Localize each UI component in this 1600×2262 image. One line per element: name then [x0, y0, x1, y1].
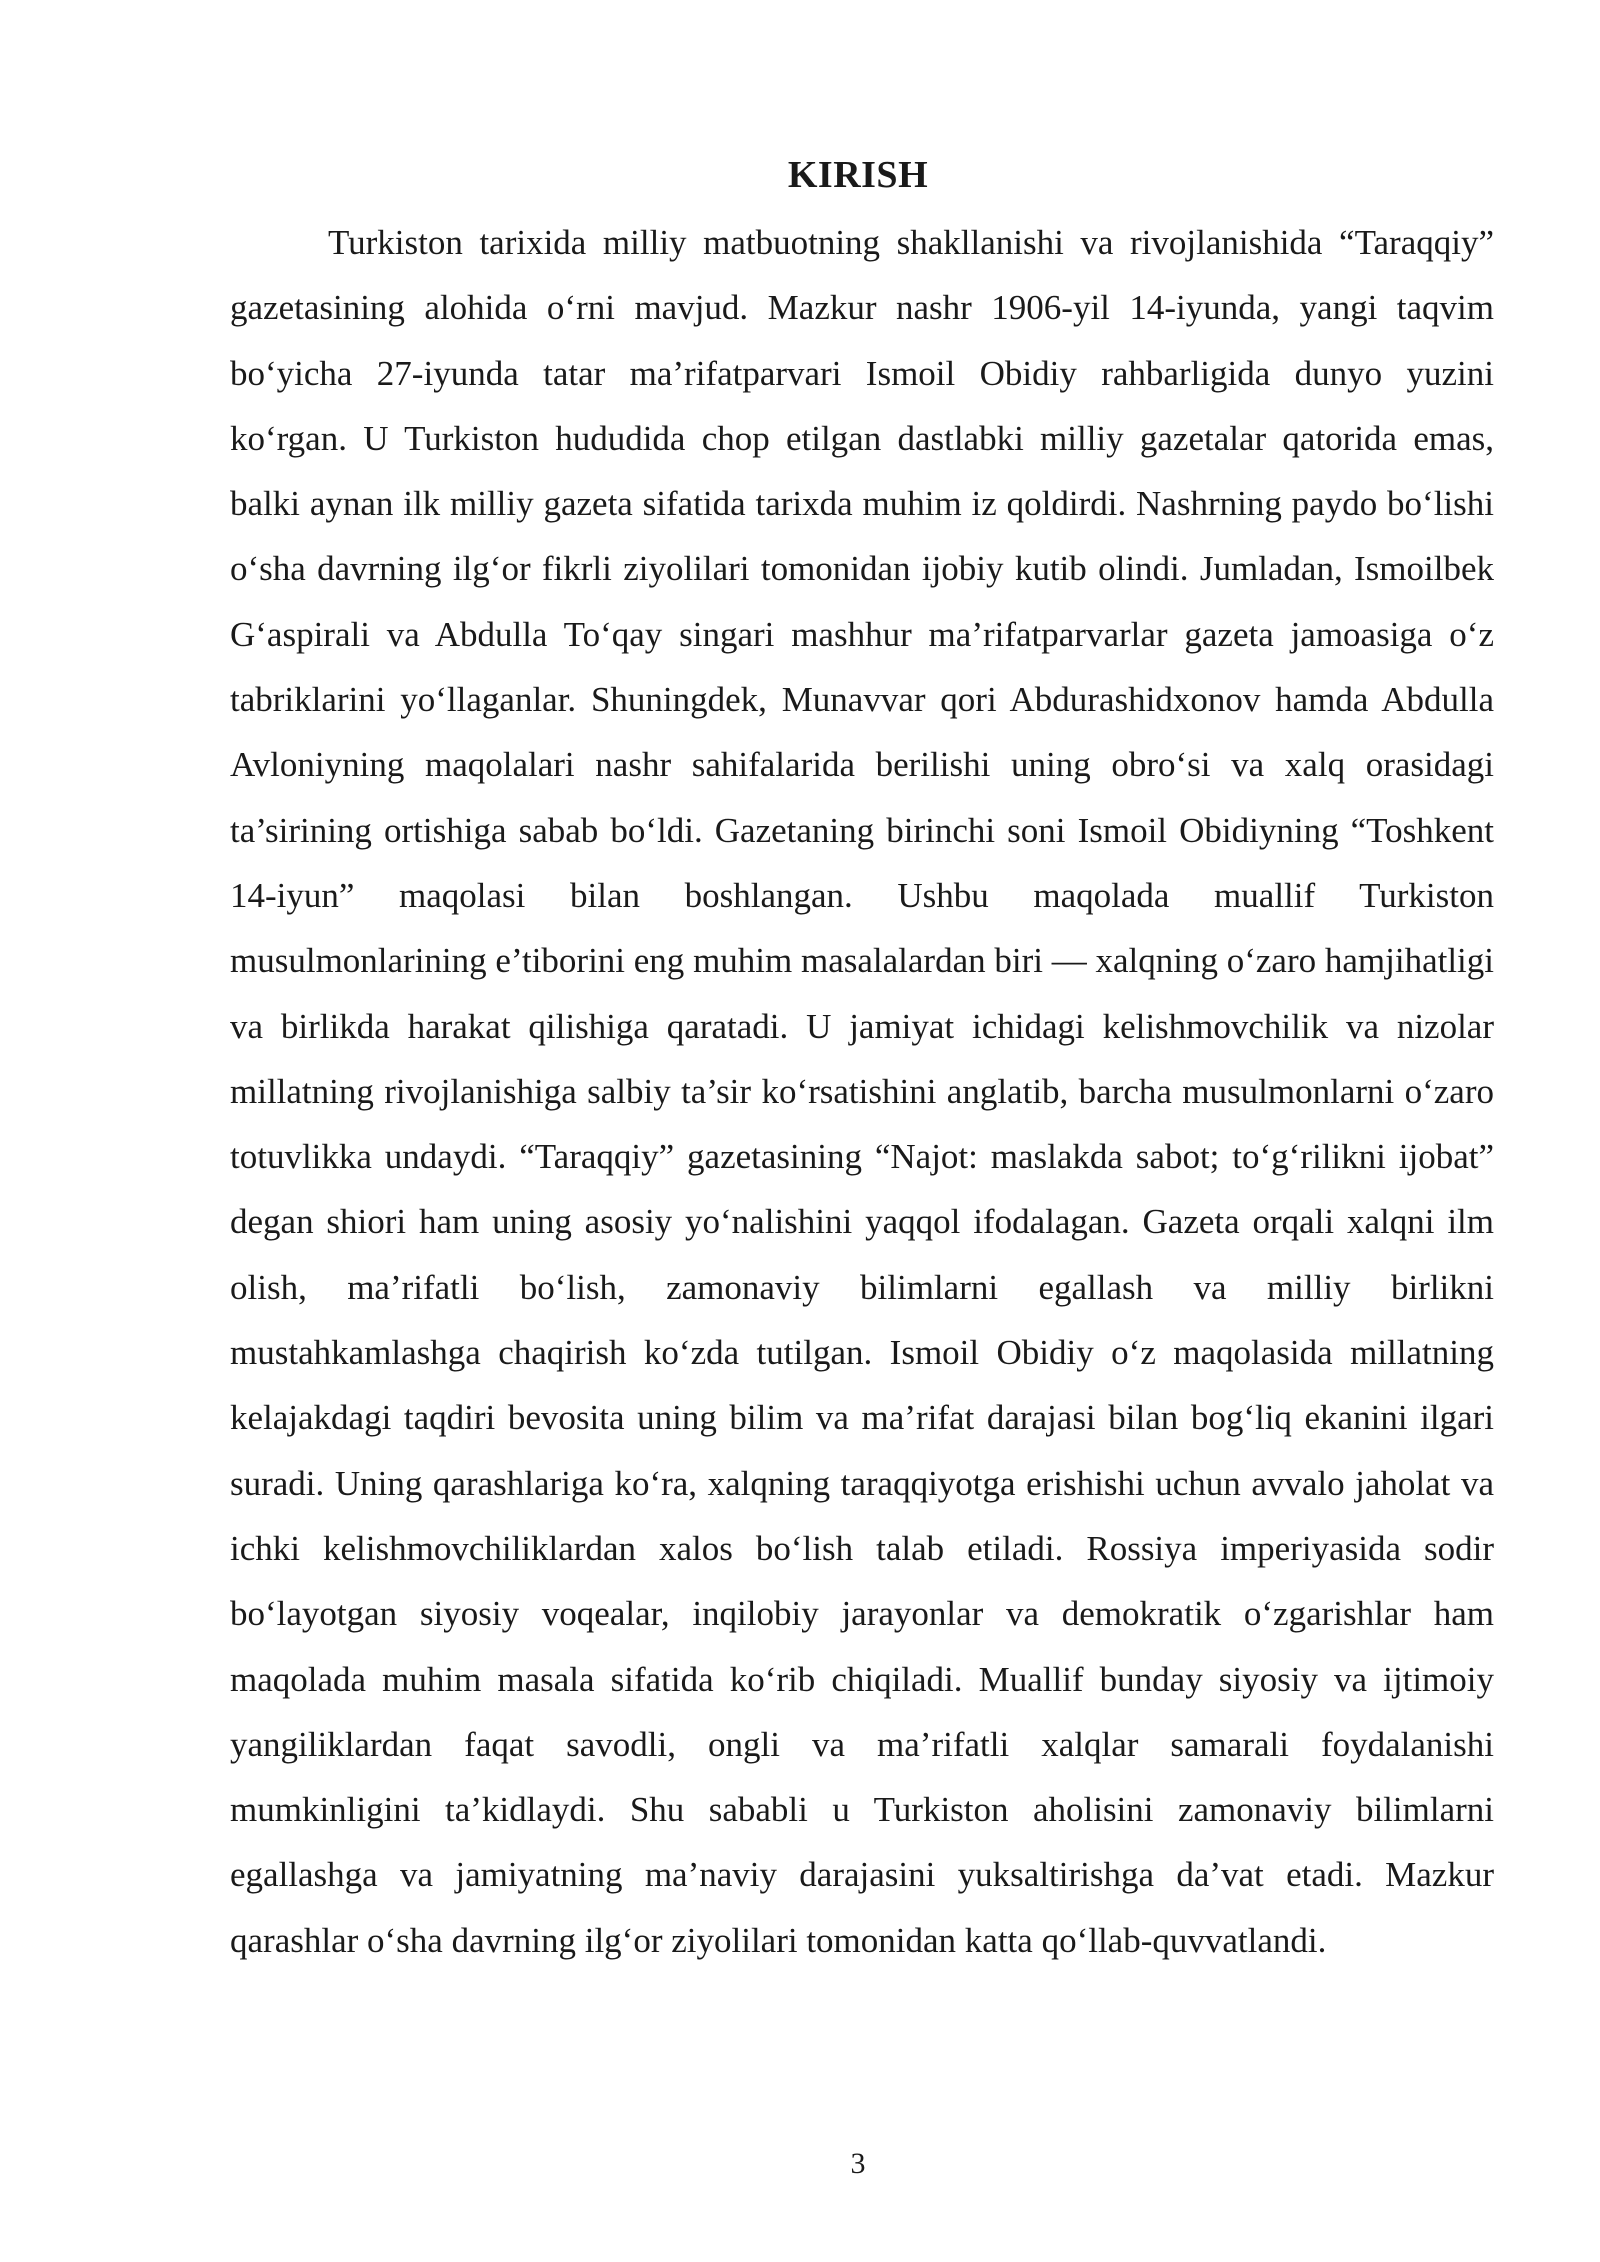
page-number: 3: [850, 2147, 866, 2180]
section-heading: KIRISH: [787, 154, 929, 196]
body-paragraph: Turkiston tarixida milliy matbuotning shakllanishi va rivojlanishida “Taraqqiy” gazetasining alohida o‘rni mavjud. Mazkur nashr 1906-yil 14-iyunda, yangi taqvim bo‘yicha 27-iyunda tatar ma’rifatparvari Ismoil Obidiy rahbarligida dunyo yuzini ko‘rgan. U Turkiston hududida chop etilgan dastlabki milliy gazetalar qatorida emas, balki aynan ilk milliy gazeta sifatida tarixda muhim iz qoldirdi. Nashrning paydo bo‘lishi o‘sha davrning ilg‘or fikrli ziyolilari tomonidan ijobiy kutib olindi. Jumladan, Ismoilbek G‘aspirali va Abdulla To‘qay singari mashhur ma’rifatparvarlar gazeta jamoasiga o‘z tabriklarini yo‘llaganlar. Shuningdek, Munavvar qori Abdurashidxonov hamda Abdulla Avloniyning maqolalari nashr sahifalarida berilishi uning obro‘si va xalq orasidagi ta’sirining ortishiga sabab bo‘ldi. Gazetaning birinchi soni Ismoil Obidiyning “Toshkent 14-iyun” maqolasi bilan boshlangan. Ushbu maqolada muallif Turkiston musulmonlarining e’tiborini eng muhim masalalardan biri — xalqning o‘zaro hamjihatligi va birlikda harakat qilishiga qaratadi. U jamiyat ichidagi kelishmovchilik va nizolar millatning rivojlanishiga salbiy ta’sir ko‘rsatishini anglatib, barcha musulmonlarni o‘zaro totuvlikka undaydi. “Taraqqiy” gazetasining “Najot: maslakda sabot; to‘g‘rilikni ijobat” degan shiori ham uning asosiy yo‘nalishini yaqqol ifodalagan. Gazeta orqali xalqni ilm olish, ma’rifatli bo‘lish, zamonaviy bilimlarni egallash va milliy birlikni mustahkamlashga chaqirish ko‘zda tutilgan. Ismoil Obidiy o‘z maqolasida millatning kelajakdagi taqdiri bevosita uning bilim va ma’rifat darajasi bilan bog‘liq ekanini ilgari suradi. Uning qarashlariga ko‘ra, xalqning taraqqiyotga erishishi uchun avvalo jaholat va ichki kelishmovchiliklardan xalos bo‘lish talab etiladi. Rossiya imperiyasida sodir bo‘layotgan siyosiy voqealar, inqilobiy jarayonlar va demokratik o‘zgarishlar ham maqolada muhim masala sifatida ko‘rib chiqiladi. Muallif bunday siyosiy va ijtimoiy yangiliklardan faqat savodli, ongli va ma’rifatli xalqlar samarali foydalanishi mumkinligini ta’kidlaydi. Shu sababli u Turkiston aholisini zamonaviy bilimlarni egallashga va jamiyatning ma’naviy darajasini yuksaltirishga da’vat etadi. Mazkur qarashlar o‘sha davrning ilg‘or ziyolilari tomonidan katta qo‘llab-quvvatlandi.: [230, 223, 1494, 1960]
